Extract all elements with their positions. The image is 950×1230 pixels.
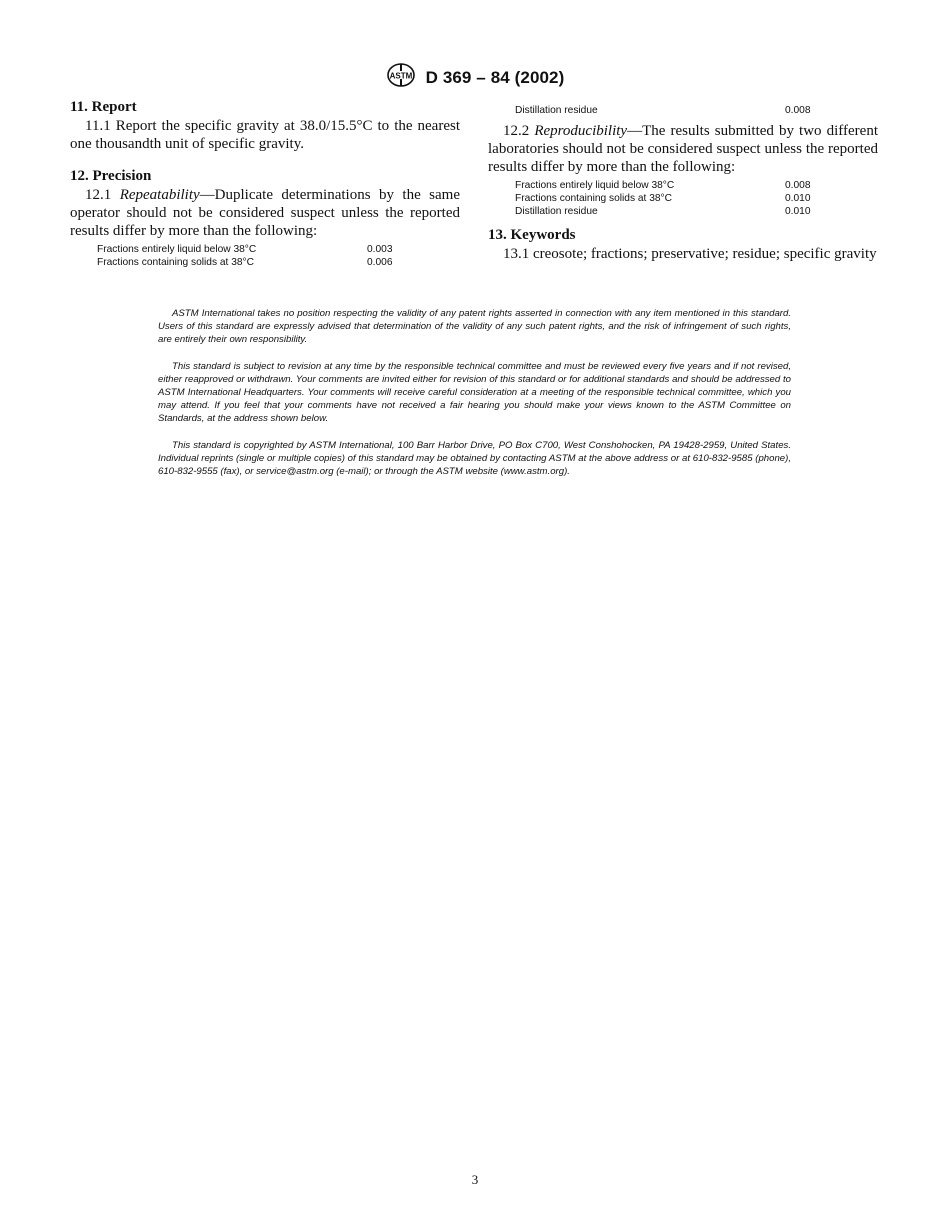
table-cell-label: Fractions entirely liquid below 38°C [515,180,675,191]
table-cell-label: Distillation residue [515,105,598,116]
paragraph-12-2 [488,122,878,176]
section-heading-keywords: 13. Keywords [488,227,576,243]
term-reproducibility: Reproducibility [534,123,628,139]
paragraph-12-1-text: —Duplicate determinations by the same operator should not be considered suspect unless the reported results differ by more than the following: [70,187,460,239]
reproducibility-table [515,179,845,218]
page-number: 3 [471,1172,479,1187]
right-column [488,104,878,263]
table-cell-value: 0.008 [785,180,811,191]
paragraph-12-1-number: 12.1 [85,187,112,203]
table-cell-value: 0.010 [785,193,811,204]
table-cell-value: 0.008 [785,105,811,116]
copyright-notice: This standard is copyrighted by ASTM International, 100 Barr Harbor Drive, PO Box C700, West Conshohocken, PA 19428-2959, United States. Individual reprints (single or multiple copies) of this standard may be obtained by contacting ASTM at the above address or at 610-832-9585 (phone), 610-832-9555 (fax), or service@astm.org (e-mail); or through the ASTM website (www.astm.org). [158,439,791,478]
table-cell-label: Distillation residue [515,206,598,217]
section-heading-precision: 12. Precision [70,168,152,184]
paragraph-13-1: 13.1 creosote; fractions; preservative; residue; specific gravity [503,246,877,262]
svg-text:ASTM: ASTM [389,71,412,81]
paragraph-12-2-number: 12.2 [503,123,530,139]
table-cell-label: Fractions containing solids at 38°C [515,193,672,204]
legal-notices [158,307,791,491]
paragraph-11-1: 11.1 Report the specific gravity at 38.0/15.5°C to the nearest one thousandth unit of specific gravity. [70,118,460,152]
astm-logo-icon [386,62,416,93]
standard-designation: D 369 – 84 (2002) [425,67,565,87]
page-header [0,62,950,93]
repeatability-table [97,243,427,269]
table-cell-value: 0.010 [785,206,811,217]
revision-notice: This standard is subject to revision at any time by the responsible technical committee and must be reviewed every five years and if not revised, either reapproved or withdrawn. Your comments are invited either for revision of this standard or for additional standards and should be addressed to ASTM International Headquarters. Your comments will receive careful consideration at a meeting of the responsible technical committee, which you may attend. If you feel that your comments have not received a fair hearing you should make your views known to the ASTM Committee on Standards, at the address shown below. [158,360,791,425]
table-row [515,179,845,192]
repeatability-table-continued [515,104,845,117]
table-row [515,192,845,205]
section-heading-report: 11. Report [70,99,137,115]
table-row [515,104,845,117]
patent-notice: ASTM International takes no position respecting the validity of any patent rights asserted in connection with any item mentioned in this standard. Users of this standard are expressly advised that determination of the validity of any such patent rights, and the risk of infringement of such rights, are entirely their own responsibility. [158,308,791,346]
table-cell-value: 0.006 [367,257,393,268]
table-cell-value: 0.003 [367,244,393,255]
table-row [97,243,427,256]
term-repeatability: Repeatability [119,187,200,203]
table-cell-label: Fractions containing solids at 38°C [97,257,254,268]
table-cell-label: Fractions entirely liquid below 38°C [97,244,257,255]
left-column [70,97,460,269]
paragraph-12-2-text: —The results submitted by two different laboratories should not be considered suspect unless the reported results differ by more than the following: [488,123,878,175]
paragraph-12-1 [70,186,460,240]
table-row [515,205,845,218]
table-row [97,256,427,269]
